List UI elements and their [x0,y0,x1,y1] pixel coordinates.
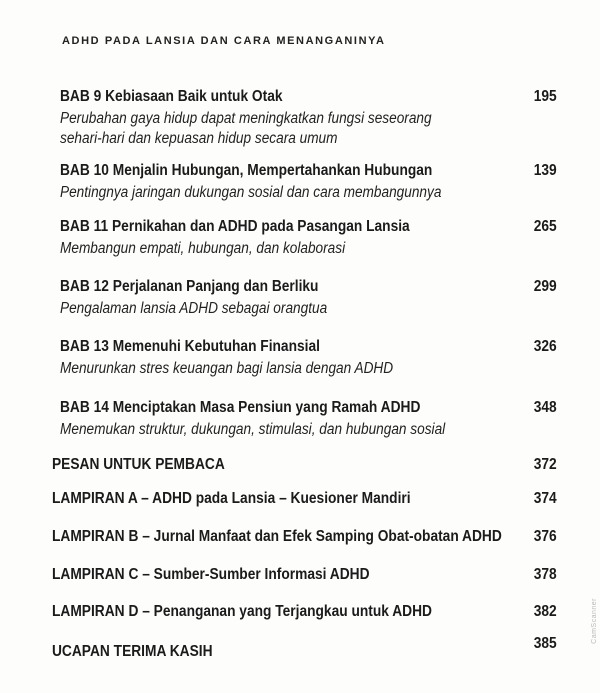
toc-entry-page: 382 [534,603,557,620]
toc-entry-title: BAB 11 Pernikahan dan ADHD pada Pasangan Lansia [60,218,410,235]
toc-entry-subtitle: Pentingnya jaringan dukungan sosial dan cara membangunnya [60,184,442,201]
toc-entry-title: BAB 13 Memenuhi Kebutuhan Finansial [60,338,320,355]
toc-entry-page: 376 [534,528,557,545]
toc-entry-title: PESAN UNTUK PEMBACA [52,456,225,473]
toc-entry-title: BAB 10 Menjalin Hubungan, Mempertahankan Hubungan [60,162,433,179]
toc-entry-title: BAB 12 Perjalanan Panjang dan Berliku [60,278,319,295]
toc-entry-title: LAMPIRAN A – ADHD pada Lansia – Kuesioner Mandiri [52,490,411,507]
toc-entry-page: 374 [534,490,557,507]
toc-entry-title: LAMPIRAN D – Penanganan yang Terjangkau untuk ADHD [52,603,432,620]
toc-entry-subtitle: Menurunkan stres keuangan bagi lansia dengan ADHD [60,360,394,377]
toc-entry-page: 326 [534,338,557,355]
toc-entry-page: 348 [534,399,557,416]
scanner-watermark: CamScanner [591,598,598,644]
toc-entry-page: 385 [534,635,557,652]
toc-entry-page: 139 [534,162,557,179]
toc-entry-page: 195 [534,88,557,105]
toc-entry-title: UCAPAN TERIMA KASIH [52,643,213,660]
toc-entry-title: LAMPIRAN B – Jurnal Manfaat dan Efek Samping Obat-obatan ADHD [52,528,502,545]
toc-entry-subtitle: Perubahan gaya hidup dapat meningkatkan fungsi seseorang [60,110,432,127]
toc-entry-subtitle: Pengalaman lansia ADHD sebagai orangtua [60,300,328,317]
toc-entry-title: BAB 9 Kebiasaan Baik untuk Otak [60,88,283,105]
toc-entry-page: 378 [534,566,557,583]
toc-entry-page: 372 [534,456,557,473]
toc-entry-subtitle: Menemukan struktur, dukungan, stimulasi, dan hubungan sosial [60,421,446,438]
toc-entry-subtitle: sehari-hari dan kepuasan hidup secara umum [60,130,338,147]
toc-entry-page: 265 [534,218,557,235]
toc-entry-page: 299 [534,278,557,295]
toc-entry-title: BAB 14 Menciptakan Masa Pensiun yang Ramah ADHD [60,399,421,416]
running-head: ADHD PADA LANSIA DAN CARA MENANGANINYA [62,35,386,47]
toc-entry-subtitle: Membangun empati, hubungan, dan kolaborasi [60,240,346,257]
toc-entry-title: LAMPIRAN C – Sumber-Sumber Informasi ADHD [52,566,370,583]
